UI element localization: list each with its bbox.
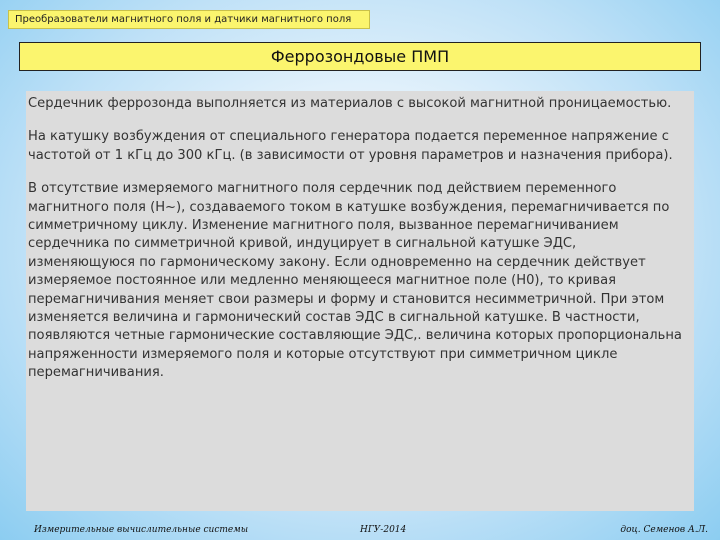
paragraph-excitation-coil: На катушку возбуждения от специального генератора подается переменное напряжение с частотой от 1 кГц до 300 кГц. (в зависимости от уровня параметров и назначения прибора). (28, 129, 673, 163)
paragraph-core-material: Сердечник феррозонда выполняется из материалов с высокой магнитной проницаемостью. (28, 96, 672, 111)
footer-university: НГУ-2014 (360, 525, 407, 535)
section-label: Преобразователи магнитного поля и датчики магнитного поля (8, 10, 370, 29)
slide-title: Феррозондовые ПМП (19, 42, 701, 71)
paragraph-principle: В отсутствие измеряемого магнитного поля сердечник под действием переменного магнитного поля (Н~), создаваемого током в катушке возбуждения, перемагничивается по симметричному циклу. Изменение магнитного поля, вызванное перемагничиванием сердечника по симметричной кривой, индуцирует в сигнальной катушке ЭДС, изменяющуюся по гармоническому закону. Если одновременно на сердечник действует измеряемое постоянное или медленно меняющееся магнитное поле (Н0), то кривая перемагничивания меняет свои размеры и форму и становится несимметричной. При этом изменяется величина и гармонический состав ЭДС в сигнальной катушке. В частности, появляются четные гармонические составляющие ЭДС,. величина которых пропорциональна напряженности измеряемого поля и которые отсутствуют при симметричном цикле перемагничивания. (28, 181, 682, 381)
footer-author: доц. Семенов А.Л. (620, 525, 708, 535)
content-box (26, 91, 694, 511)
footer-course: Измерительные вычислительные системы (34, 525, 249, 535)
